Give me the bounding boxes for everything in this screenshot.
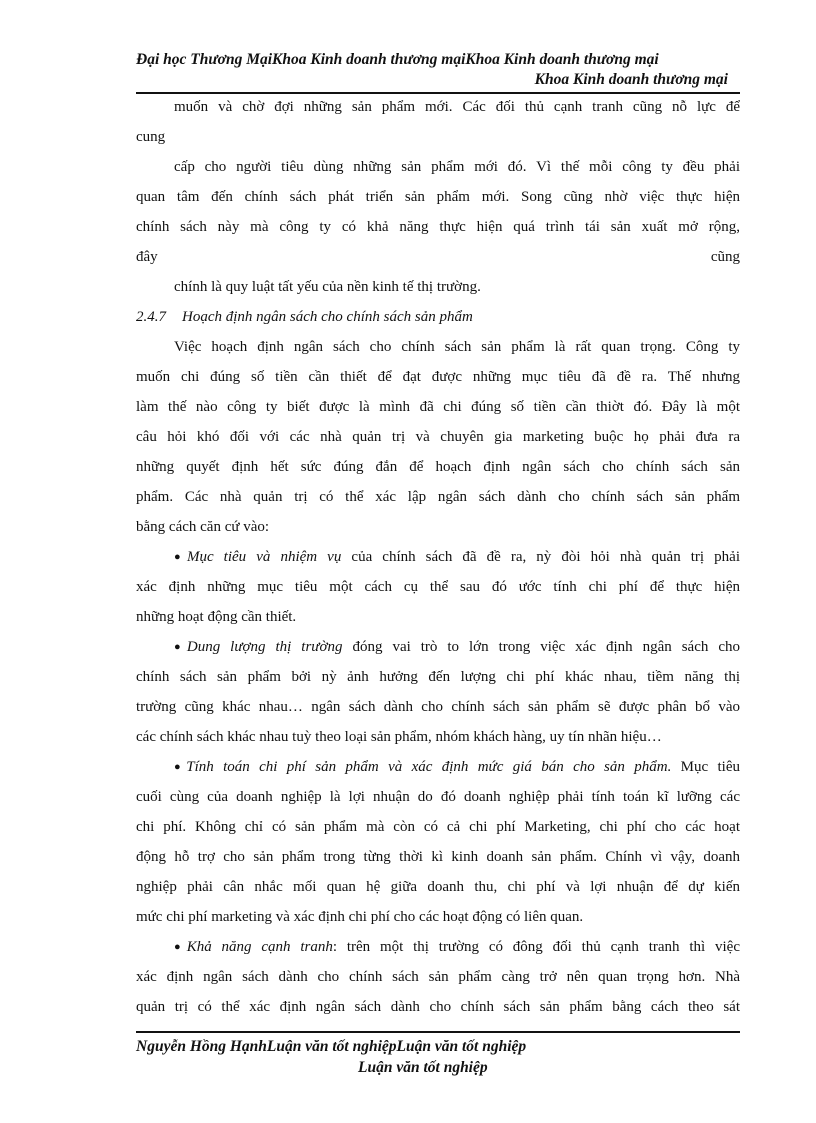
bullet-icon: ● — [174, 941, 187, 953]
section-heading — [136, 302, 740, 332]
bullet-text: của chính sách đã đề ra, nỳ đòi hỏi nhà quản trị phải — [341, 549, 740, 565]
bullet-icon: ● — [174, 551, 187, 563]
text-word: cũng — [710, 249, 740, 265]
bullet-text: Mục tiêu — [671, 759, 740, 775]
bullet-emphasis: Khả năng cạnh tranh — [186, 939, 333, 955]
text-line: quan tâm đến chính sách phát triển sản phẩm mới. Song cũng nhờ việc thực hiện — [136, 189, 740, 205]
text-line: xác định ngân sách dành cho chính sách sản phẩm càng trở nên quan trọng hơn. Nhà — [136, 969, 740, 985]
text-line: những hoạt động cần thiết. — [136, 609, 297, 625]
text-line: chi phí. Không chỉ có sản phẩm mà còn có cả chi phí Marketing, chi phí cho các hoạt — [136, 819, 740, 835]
footer-line-2: Luận văn tốt nghiệp — [358, 1059, 488, 1076]
bullet-line — [136, 542, 740, 572]
header-line-1: Đại học Thương MạiKhoa Kinh doanh thương mạiKhoa Kinh doanh thương mại — [136, 51, 659, 68]
text-line: các chính sách khác nhau tuỳ theo loại sản phẩm, nhóm khách hàng, uy tín nhãn hiệu… — [136, 729, 662, 745]
page-footer — [136, 1036, 740, 1078]
bullet-emphasis: Tính toán chi phí sản phẩm và xác định mức giá bán cho sản phẩm. — [186, 759, 672, 775]
text-line: những quyết định hết sức đúng đắn để hoạch định ngân sách cho chính sách sản — [136, 459, 740, 475]
text-word: đây — [136, 249, 158, 265]
page-header — [136, 50, 740, 90]
text-line: chính sách này mà công ty có khả năng thực hiện quá trình tái sản xuất mở rộng, — [136, 219, 740, 235]
bullet-text: đóng vai trò to lớn trong việc xác định ngân sách cho — [342, 639, 740, 655]
text-line: muốn và chờ đợi những sản phẩm mới. Các đối thủ cạnh tranh cũng nỗ lực để — [174, 99, 740, 115]
text-line: làm thế nào công ty biết được là mình đã chi đúng số tiền cần thiờt đó. Đây là một — [136, 399, 740, 415]
bullet-emphasis: Dung lượng thị trường — [186, 639, 343, 655]
bullet-icon: ● — [174, 761, 187, 773]
section-title: Hoạch định ngân sách cho chính sách sản phẩm — [182, 309, 473, 325]
text-line: chính là quy luật tất yếu của nền kinh tế thị trường. — [174, 279, 481, 295]
bullet-text: : trên một thị trường có đông đối thủ cạnh tranh thì việc — [332, 939, 740, 955]
bullet-line — [136, 752, 740, 782]
footer-rule — [136, 1031, 740, 1033]
text-line: quản trị có thể xác định ngân sách dành cho chính sách sản phẩm bằng cách theo sát — [136, 999, 740, 1015]
text-line: phẩm. Các nhà quản trị có thể xác lập ngân sách dành cho chính sách sản phẩm — [136, 489, 740, 505]
text-line: Việc hoạch định ngân sách cho chính sách sản phẩm là rất quan trọng. Công ty — [174, 339, 740, 355]
text-line: trường cũng khác nhau… ngân sách dành cho chính sách sản phẩm sẽ được phân bổ vào — [136, 699, 740, 715]
footer-line-1: Nguyễn Hồng HạnhLuận văn tốt nghiệpLuận văn tốt nghiệp — [136, 1038, 527, 1055]
section-number: 2.4.7 — [136, 309, 166, 325]
bullet-emphasis: Mục tiêu và nhiệm vụ — [186, 549, 342, 565]
text-line — [136, 242, 740, 272]
text-line: cuối cùng của doanh nghiệp là lợi nhuận do đó doanh nghiệp phải tính toán kĩ lưỡng các — [136, 789, 740, 805]
bullet-line — [136, 632, 740, 662]
text-line: mức chi phí marketing và xác định chi phí cho các hoạt động có liên quan. — [136, 909, 584, 925]
text-line: cấp cho người tiêu dùng những sản phẩm mới đó. Vì thế mỗi công ty đều phải — [174, 159, 740, 175]
text-line: bằng cách căn cứ vào: — [136, 519, 270, 535]
text-line: xác định những mục tiêu một cách cụ thể sau đó ước tính chi phí để thực hiện — [136, 579, 740, 595]
text-line: muốn chi đúng số tiền cần thiết để đạt được những mục tiêu đã đề ra. Thế nhưng — [136, 369, 740, 385]
bullet-line — [136, 932, 740, 962]
text-line: câu hỏi khó đối với các nhà quản trị và chuyên gia marketing buộc họ phải đưa ra — [136, 429, 740, 445]
bullet-icon: ● — [174, 641, 187, 653]
text-line: cung — [136, 129, 166, 145]
header-line-2: Khoa Kinh doanh thương mại — [534, 71, 728, 88]
text-line: chính sách sản phẩm bởi nỳ ảnh hưởng đến lượng chi phí khác nhau, tiềm năng thị — [136, 669, 740, 685]
text-line: nghiệp phải cân nhắc mối quan hệ giữa doanh thu, chi phí và lợi nhuận để dự kiến — [136, 879, 740, 895]
document-body — [136, 92, 740, 1022]
text-line: động hỗ trợ cho sản phẩm trong từng thời kì kinh doanh sản phẩm. Chính vì vậy, doanh — [136, 849, 740, 865]
